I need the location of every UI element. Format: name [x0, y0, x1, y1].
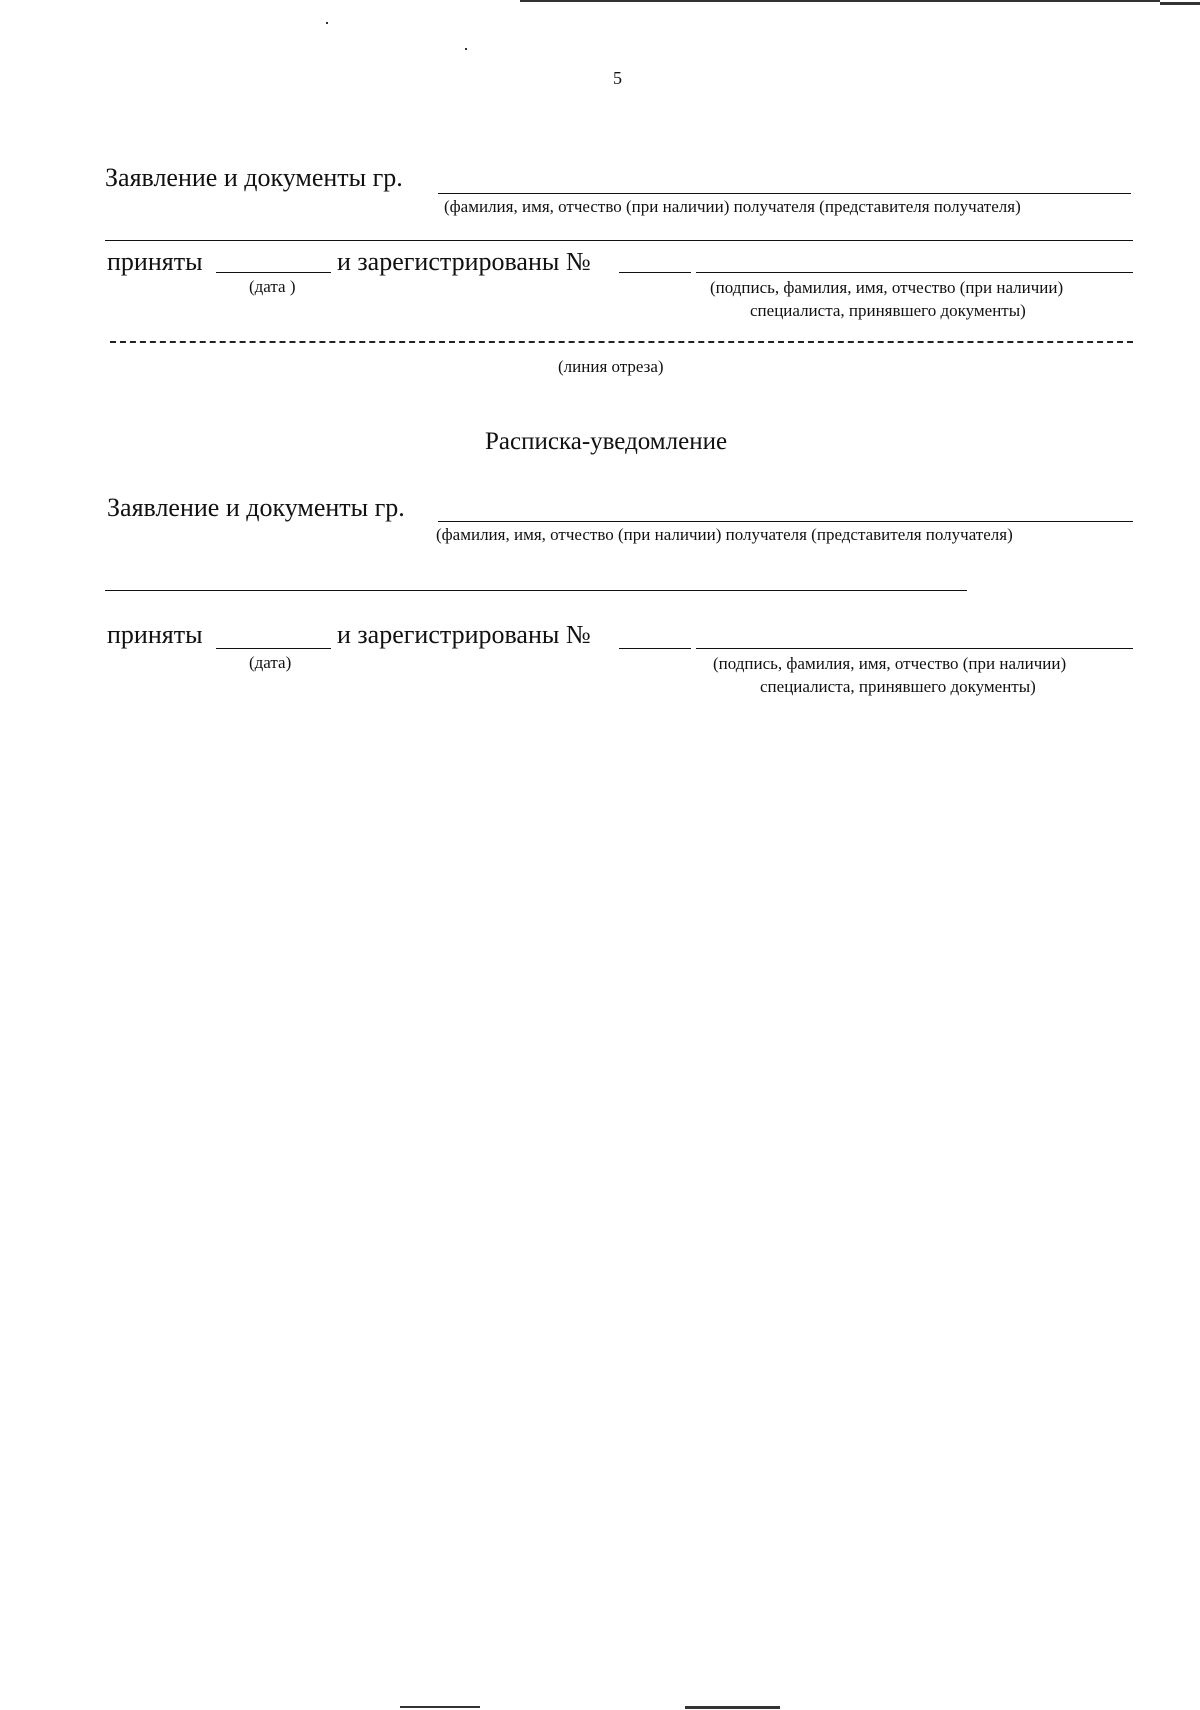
- signature-caption-line2: специалиста, принявшего документы): [760, 677, 1036, 696]
- cut-line: [110, 341, 1133, 343]
- scan-artifact-dot: [326, 22, 328, 24]
- signature-line[interactable]: [696, 648, 1133, 649]
- applicant-label: Заявление и документы гр.: [107, 493, 405, 522]
- registered-label: и зарегистрированы №: [337, 620, 591, 649]
- accepted-label: приняты: [107, 620, 203, 649]
- applicant-name-line[interactable]: [438, 521, 1133, 522]
- scan-artifact-bottom-line: [400, 1706, 480, 1708]
- registration-number-line[interactable]: [619, 648, 691, 649]
- date-line[interactable]: [216, 648, 331, 649]
- applicant-name-line-continuation[interactable]: [105, 240, 1133, 241]
- date-caption: (дата ): [249, 277, 296, 296]
- date-line[interactable]: [216, 272, 331, 273]
- scan-artifact-dot: [465, 48, 467, 50]
- signature-line[interactable]: [696, 272, 1133, 273]
- registration-number-line[interactable]: [619, 272, 691, 273]
- scan-artifact-top-right-edge: [1160, 2, 1200, 5]
- receipt-title: Расписка-уведомление: [485, 428, 728, 455]
- applicant-caption: (фамилия, имя, отчество (при наличии) получателя (представителя получателя): [436, 525, 1013, 544]
- page-number: 5: [613, 68, 622, 88]
- scan-artifact-bottom-line: [685, 1706, 780, 1709]
- signature-caption-line1: (подпись, фамилия, имя, отчество (при наличии): [710, 278, 1064, 297]
- applicant-caption: (фамилия, имя, отчество (при наличии) получателя (представителя получателя): [444, 197, 1021, 216]
- signature-caption-line2: специалиста, принявшего документы): [750, 301, 1026, 320]
- date-caption: (дата): [249, 653, 292, 672]
- cut-line-label: (линия отреза): [558, 357, 664, 376]
- scan-artifact-top-line: [520, 0, 1160, 2]
- signature-caption-line1: (подпись, фамилия, имя, отчество (при наличии): [713, 654, 1067, 673]
- applicant-label: Заявление и документы гр.: [105, 163, 403, 192]
- applicant-name-line[interactable]: [438, 193, 1131, 194]
- registered-label: и зарегистрированы №: [337, 247, 591, 276]
- applicant-name-line-continuation[interactable]: [105, 590, 967, 591]
- accepted-label: приняты: [107, 247, 203, 276]
